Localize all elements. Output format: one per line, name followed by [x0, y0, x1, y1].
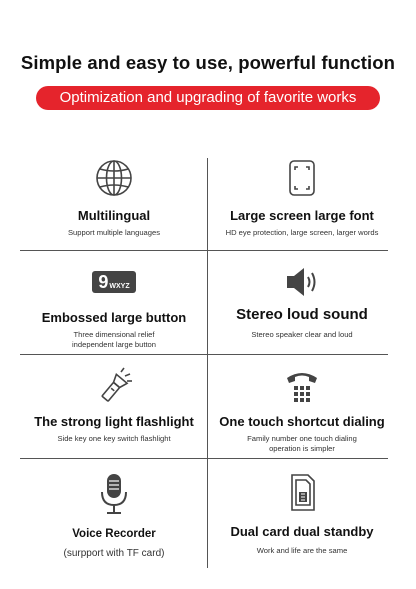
feature-flashlight: [20, 358, 208, 461]
feature-description: Side key one key switch flashlight: [57, 434, 171, 443]
microphone-icon: [20, 472, 208, 516]
feature-description: HD eye protection, large screen, larger words: [225, 228, 379, 237]
feature-shortcut-dialing: [208, 358, 396, 461]
keypad-button-icon: 9 WXYZ: [20, 262, 208, 302]
feature-large-screen: [208, 150, 396, 253]
feature-description: (surpport with TF card): [63, 548, 165, 559]
feature-title: Stereo loud sound: [236, 306, 368, 323]
screen-icon: [208, 158, 396, 198]
feature-title: The strong light flashlight: [34, 414, 194, 429]
feature-title: Dual card dual standby: [230, 524, 374, 539]
feature-voice-recorder: [20, 462, 208, 570]
feature-title: Voice Recorder: [72, 528, 156, 540]
banner-pill: Optimization and upgrading of favorite works: [36, 86, 380, 110]
feature-grid: [20, 150, 396, 570]
feature-description: Support multiple languages: [67, 228, 161, 237]
feature-description: Work and life are the same: [256, 546, 348, 555]
dual-sim-icon: [208, 472, 396, 516]
feature-title: One touch shortcut dialing: [219, 414, 385, 429]
feature-embossed-button: [20, 254, 208, 357]
headline: Simple and easy to use, powerful function: [20, 52, 396, 73]
feature-dual-sim: [208, 462, 396, 570]
feature-description: Stereo speaker clear and loud: [251, 330, 353, 339]
feature-description: Three dimensional relief independent large button: [71, 330, 157, 349]
feature-title: Embossed large button: [41, 310, 187, 325]
feature-multilingual: [20, 150, 208, 253]
feature-stereo-sound: [208, 254, 396, 357]
telephone-icon: [208, 366, 396, 406]
feature-description: Family number one touch dialing operation is simpler: [247, 434, 357, 453]
feature-title: Large screen large font: [230, 208, 374, 223]
feature-title: Multilingual: [77, 208, 151, 223]
flashlight-icon: [20, 366, 208, 406]
globe-icon: [20, 158, 208, 198]
speaker-icon: [208, 262, 396, 302]
